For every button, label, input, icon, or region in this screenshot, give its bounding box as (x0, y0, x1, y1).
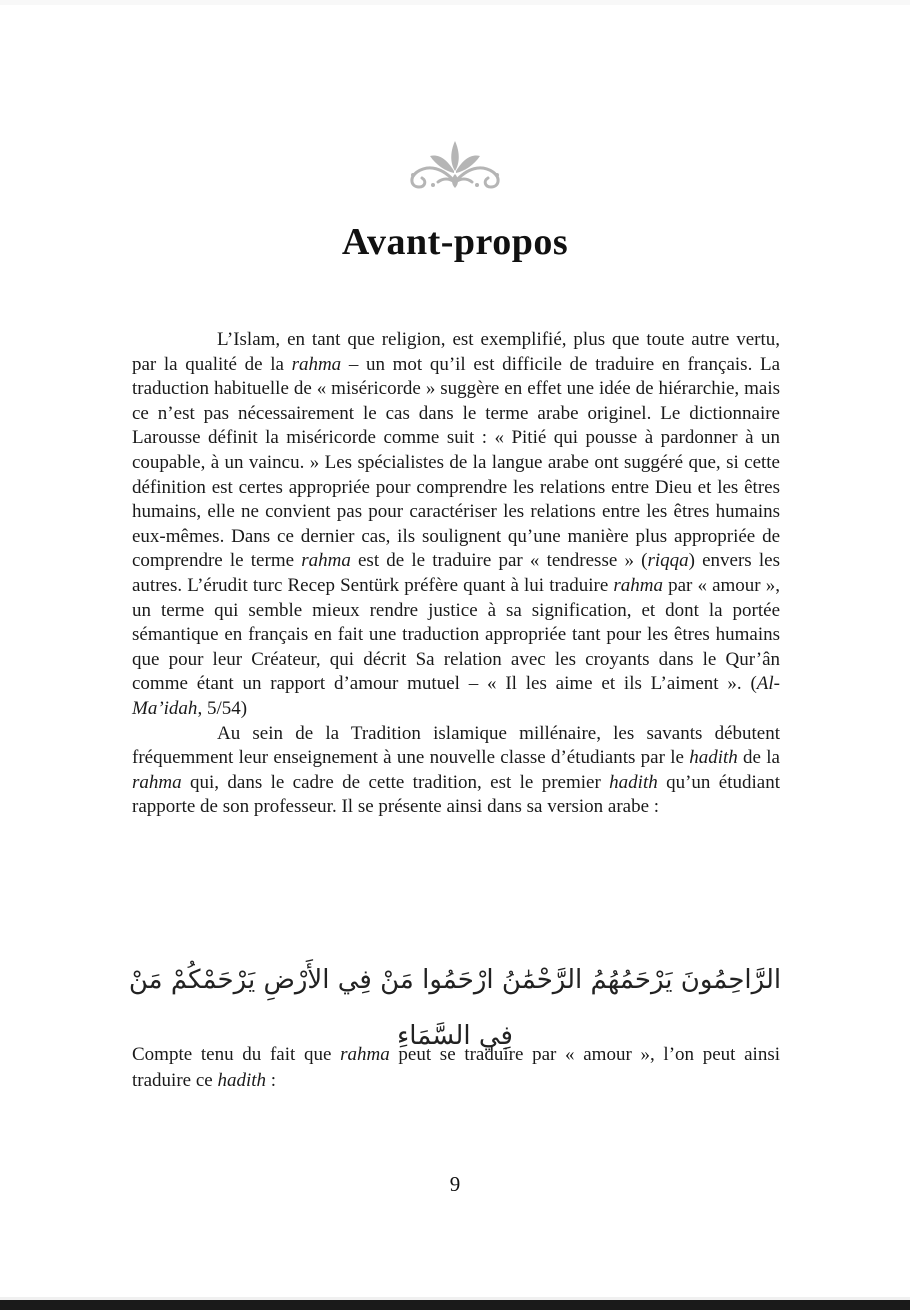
page-top-edge (0, 0, 910, 5)
floral-ornament-icon (0, 138, 910, 201)
page-number: 9 (449, 1172, 461, 1196)
closing-paragraph: Compte tenu du fait que rahma peut se traduire par « amour », l’on peut ainsi traduire ce hadith : (132, 1044, 780, 1091)
paragraph-2: Au sein de la Tradition islamique millénaire, les savants débutent fréquemment leur enseignement à une nouvelle classe d’étudiants par le hadith de la rahma qui, dans le cadre de cette tradition, est le premier hadith qu’un étudiant rapporte de son professeur. Il se présente ainsi dans sa version arabe : (132, 722, 780, 818)
closing-paragraph-block (132, 1042, 780, 1094)
chapter-title: Avant-propos (341, 221, 569, 263)
bottom-edge-bar (0, 1297, 910, 1310)
arabic-hadith-text: الرَّاحِمُونَ يَرْحَمُهُمُ الرَّحْمَٰنُ ارْحَمُوا مَنْ فِي الأَرْضِ يَرْحَمْكُمْ مَنْ فِي السَّمَاءِ (128, 965, 782, 1051)
paragraph-1: L’Islam, en tant que religion, est exemplifié, plus que toute autre vertu, par la qualité de la rahma – un mot qu’il est difficile de traduire en français. La traduction habituelle de « miséricorde » suggère en effet une idée de hiérarchie, mais ce n’est pas nécessairement le cas dans le terme arabe originel. Le dictionnaire Larousse définit la miséricorde comme suit : « Pitié qui pousse à pardonner à un coupable, à un vaincu. » Les spécialistes de la langue arabe ont suggéré que, si cette définition est certes appropriée pour comprendre les relations entre Dieu et les êtres humains, elle ne convient pas pour caractériser les relations entre les êtres humains eux-mêmes. Dans ce dernier cas, ils soulignent qu’une manière plus appropriée de comprendre le terme rahma est de le traduire par « tendresse » (riqqa) envers les autres. L’érudit turc Recep Sentürk préfère quant à lui traduire rahma par « amour », un terme qui semble mieux rendre justice à sa signification, et dont la portée sémantique en français en fait une traduction appropriée tant pour les êtres humains que pour leur Créateur, qui décrit Sa relation avec les croyants dans le Qur’ân comme étant un rapport d’amour mutuel – « Il les aime et ils L’aiment ». (Al-Ma’idah, 5/54) (132, 329, 780, 719)
body-text-block (132, 328, 780, 820)
